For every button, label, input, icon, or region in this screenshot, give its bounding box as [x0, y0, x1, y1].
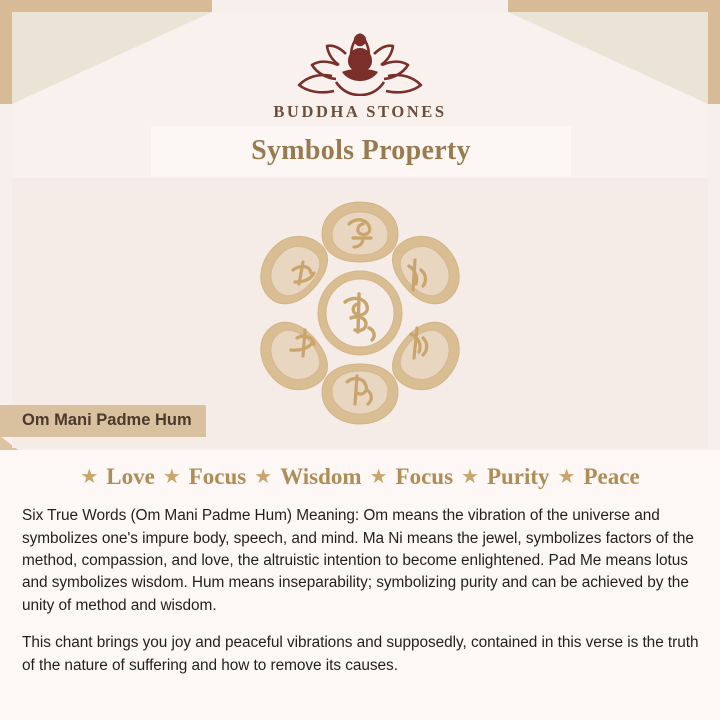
brand-name: BUDDHA STONES: [273, 102, 447, 121]
description-block: [0, 450, 720, 720]
keyword-peace: Peace: [583, 464, 640, 489]
keyword-row: [22, 464, 704, 490]
star-icon: ★: [369, 466, 388, 488]
description-paragraph-1: Six True Words (Om Mani Padme Hum) Meaning: Om means the vibration of the universe and symbolizes one's impure body, speech, and mind. Ma Ni means the jewel, symbolizes factors of the method, compassion, and love, the altruistic intention to become enlightened. Pad Me means lotus and symbolizes wisdom. Hum means inseparability; symbolizing purity and can be achieved by the unity of method and wisdom.: [22, 507, 694, 614]
star-icon: ★: [162, 466, 181, 488]
status-badge: Om Mani Padme Hum: [0, 405, 206, 437]
star-icon: ★: [80, 466, 99, 488]
keyword-love: Love: [106, 464, 155, 489]
keyword-wisdom: Wisdom: [280, 464, 362, 489]
description-paragraph-2: This chant brings you joy and peaceful vibrations and supposedly, contained in this verse is the truth of the nature of suffering and how to remove its causes.: [22, 634, 699, 674]
page-title-band: [151, 126, 571, 176]
keyword-focus-2: Focus: [395, 464, 454, 489]
star-icon: ★: [461, 466, 479, 488]
page-title: Symbols Property: [251, 135, 471, 166]
star-icon: ★: [557, 466, 576, 488]
frame-bar-top-left: [0, 0, 212, 12]
om-mani-padme-hum-lotus-mandala-icon: [233, 186, 487, 440]
lotus-meditation-logo-icon: [280, 24, 440, 96]
keyword-purity: Purity: [486, 464, 550, 489]
keyword-focus-1: Focus: [188, 464, 247, 489]
frame-bar-top-right: [508, 0, 720, 12]
brand-logo: [0, 24, 720, 122]
star-icon: ★: [254, 466, 273, 488]
